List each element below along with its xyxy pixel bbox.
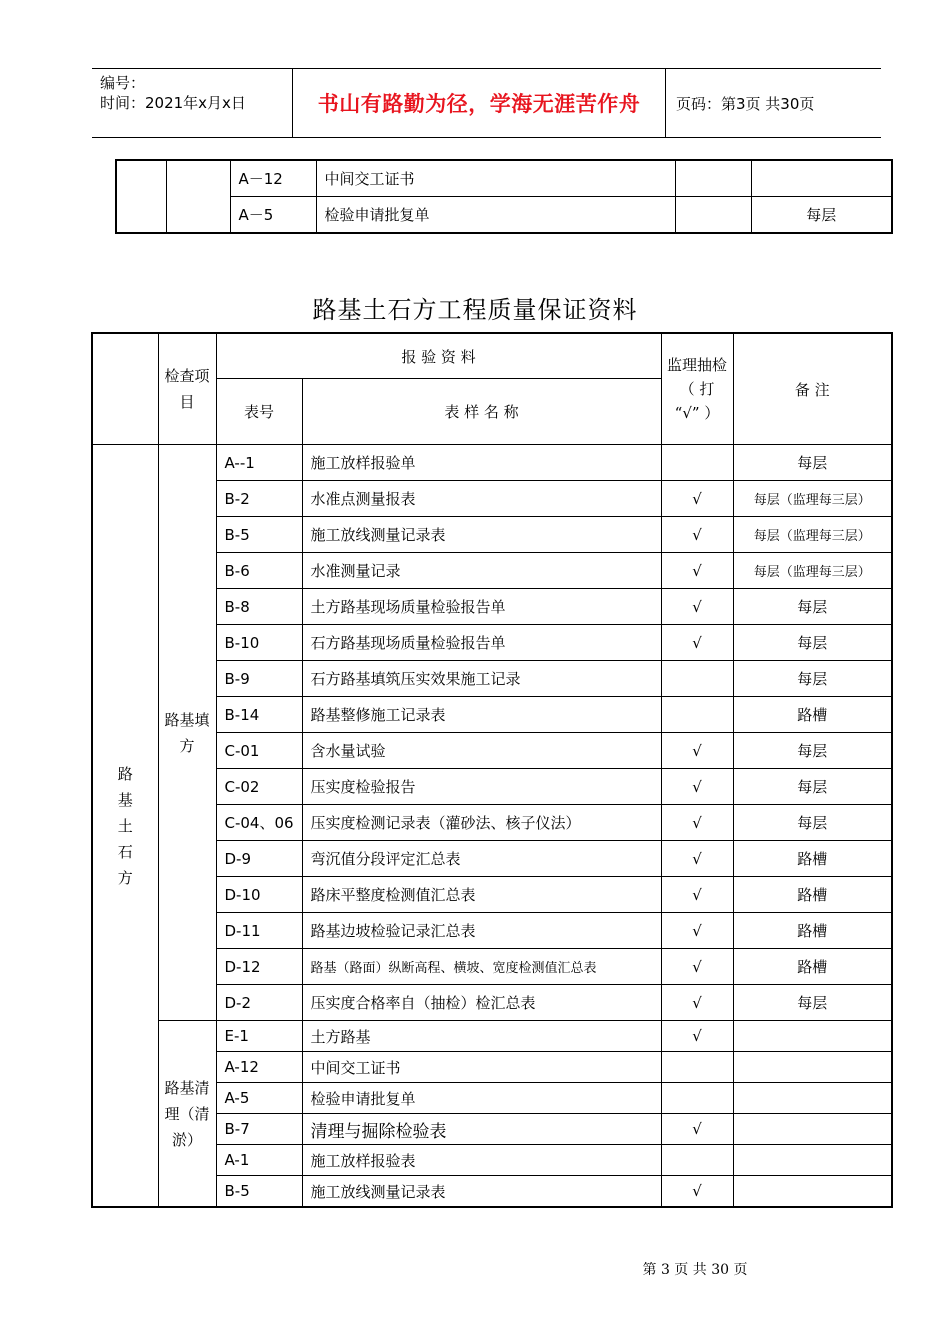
code-cell: D-10 [216, 877, 302, 913]
check-cell: √ [661, 481, 733, 517]
check-cell: √ [661, 913, 733, 949]
code-cell: C-01 [216, 733, 302, 769]
note-cell: 路槽 [733, 697, 892, 733]
note-cell: 每层 [733, 769, 892, 805]
blank-cell [116, 160, 166, 233]
note-cell: 每层 [733, 661, 892, 697]
check-cell [661, 1083, 733, 1114]
check-cell: √ [661, 1021, 733, 1052]
form-name-cell: 土方路基 [302, 1021, 661, 1052]
code-cell: B-14 [216, 697, 302, 733]
check-cell [661, 661, 733, 697]
note-cell: 每层 [733, 625, 892, 661]
form-name-cell: 路床平整度检测值汇总表 [302, 877, 661, 913]
continued-table [115, 159, 893, 234]
code-cell: A-12 [216, 1052, 302, 1083]
check-cell: √ [661, 589, 733, 625]
form-name-cell: 检验申请批复单 [302, 1083, 661, 1114]
check-cell: √ [661, 949, 733, 985]
header-motto: 书山有路勤为径，学海无涯苦作舟 [317, 92, 641, 116]
note-cell [733, 1021, 892, 1052]
note-cell: 路槽 [733, 877, 892, 913]
check-cell: √ [661, 985, 733, 1021]
note-cell [733, 1114, 892, 1145]
table-row [116, 197, 892, 234]
code-cell: B-2 [216, 481, 302, 517]
check-cell: √ [661, 769, 733, 805]
code-cell: B-5 [216, 517, 302, 553]
form-name-cell: 中间交工证书 [316, 160, 675, 197]
form-name-cell: 施工放线测量记录表 [302, 517, 661, 553]
check-cell: √ [661, 553, 733, 589]
header-supervision: 监理抽检 （ 打 “√” ） [661, 333, 733, 445]
form-name-cell: 路基整修施工记录表 [302, 697, 661, 733]
check-cell [661, 697, 733, 733]
header-code: 表号 [216, 379, 302, 445]
code-cell: A-5 [216, 1083, 302, 1114]
header-remarks: 备 注 [733, 333, 892, 445]
code-cell: B-10 [216, 625, 302, 661]
code-cell: D-9 [216, 841, 302, 877]
table-row [116, 160, 892, 197]
header-report-materials: 报 验 资 料 [216, 333, 661, 379]
code-cell: B-7 [216, 1114, 302, 1145]
note-cell: 路槽 [733, 841, 892, 877]
number-label: 编号： [100, 74, 146, 92]
table-body [92, 445, 892, 1208]
code-cell: B-9 [216, 661, 302, 697]
note-cell [733, 1052, 892, 1083]
check-cell [675, 197, 751, 234]
header-page-info: 页码：第3页 共30页 [676, 94, 815, 113]
note-cell: 每层 [733, 589, 892, 625]
code-cell: C-02 [216, 769, 302, 805]
check-cell: √ [661, 517, 733, 553]
form-name-cell: 路基边坡检验记录汇总表 [302, 913, 661, 949]
check-cell: √ [661, 805, 733, 841]
code-cell: D-11 [216, 913, 302, 949]
header-divider [665, 69, 666, 137]
code-cell: B-8 [216, 589, 302, 625]
form-name-cell: 检验申请批复单 [316, 197, 675, 234]
note-cell: 每层 [733, 805, 892, 841]
form-name-cell: 石方路基现场质量检验报告单 [302, 625, 661, 661]
header-meta [100, 73, 246, 113]
form-name-cell: 压实度合格率自（抽检）检汇总表 [302, 985, 661, 1021]
blank-cell [166, 160, 230, 233]
code-cell: E-1 [216, 1021, 302, 1052]
form-name-cell: 路基（路面）纵断高程、横坡、宽度检测值汇总表 [302, 949, 661, 985]
note-cell: 每层（监理每三层） [733, 481, 892, 517]
note-cell [733, 1176, 892, 1208]
check-cell [661, 1145, 733, 1176]
note-cell: 每层（监理每三层） [733, 553, 892, 589]
header-blank-cell [92, 333, 158, 445]
check-cell [661, 1052, 733, 1083]
page-footer: 第 3 页 共 30 页 [642, 1262, 748, 1278]
form-name-cell: 清理与掘除检验表 [302, 1114, 661, 1145]
group-label: 路基清理（清淤） [158, 1021, 216, 1208]
note-cell: 每层 [733, 445, 892, 481]
form-name-cell: 含水量试验 [302, 733, 661, 769]
note-cell [733, 1145, 892, 1176]
note-cell [751, 160, 892, 197]
document-title: 路基土石方工程质量保证资料 [312, 296, 638, 324]
check-cell: √ [661, 733, 733, 769]
code-cell: A－5 [230, 197, 316, 234]
section-label: 路基土石方 [92, 445, 158, 1208]
form-name-cell: 土方路基现场质量检验报告单 [302, 589, 661, 625]
note-cell: 路槽 [733, 913, 892, 949]
group-label: 路基填方 [158, 445, 216, 1021]
table-row [92, 445, 892, 481]
quality-table [91, 332, 893, 1208]
form-name-cell: 水准测量记录 [302, 553, 661, 589]
form-name-cell: 弯沉值分段评定汇总表 [302, 841, 661, 877]
code-cell: A-1 [216, 1145, 302, 1176]
form-name-cell: 中间交工证书 [302, 1052, 661, 1083]
check-cell [675, 160, 751, 197]
code-cell: A－12 [230, 160, 316, 197]
note-cell: 每层 [751, 197, 892, 234]
time-label: 时间：2021年x月x日 [100, 94, 246, 112]
code-cell: D-2 [216, 985, 302, 1021]
check-cell: √ [661, 625, 733, 661]
note-cell: 路槽 [733, 949, 892, 985]
note-cell: 每层（监理每三层） [733, 517, 892, 553]
form-name-cell: 压实度检验报告 [302, 769, 661, 805]
header-check-item: 检查项目 [158, 333, 216, 445]
form-name-cell: 水准点测量报表 [302, 481, 661, 517]
note-cell: 每层 [733, 985, 892, 1021]
check-cell: √ [661, 841, 733, 877]
check-cell: √ [661, 877, 733, 913]
check-cell: √ [661, 1176, 733, 1208]
note-cell [733, 1083, 892, 1114]
header-form-name: 表 样 名 称 [302, 379, 661, 445]
note-cell: 每层 [733, 733, 892, 769]
check-cell: √ [661, 1114, 733, 1145]
code-cell: B-5 [216, 1176, 302, 1208]
check-cell [661, 445, 733, 481]
code-cell: D-12 [216, 949, 302, 985]
form-name-cell: 石方路基填筑压实效果施工记录 [302, 661, 661, 697]
page-header [92, 68, 881, 138]
table-header [92, 333, 892, 445]
code-cell: B-6 [216, 553, 302, 589]
form-name-cell: 施工放样报验单 [302, 445, 661, 481]
form-name-cell: 施工放样报验表 [302, 1145, 661, 1176]
form-name-cell: 施工放线测量记录表 [302, 1176, 661, 1208]
table-row [92, 1021, 892, 1052]
code-cell: A--1 [216, 445, 302, 481]
continued-table-body [116, 160, 892, 233]
code-cell: C-04、06 [216, 805, 302, 841]
form-name-cell: 压实度检测记录表（灌砂法、核子仪法） [302, 805, 661, 841]
